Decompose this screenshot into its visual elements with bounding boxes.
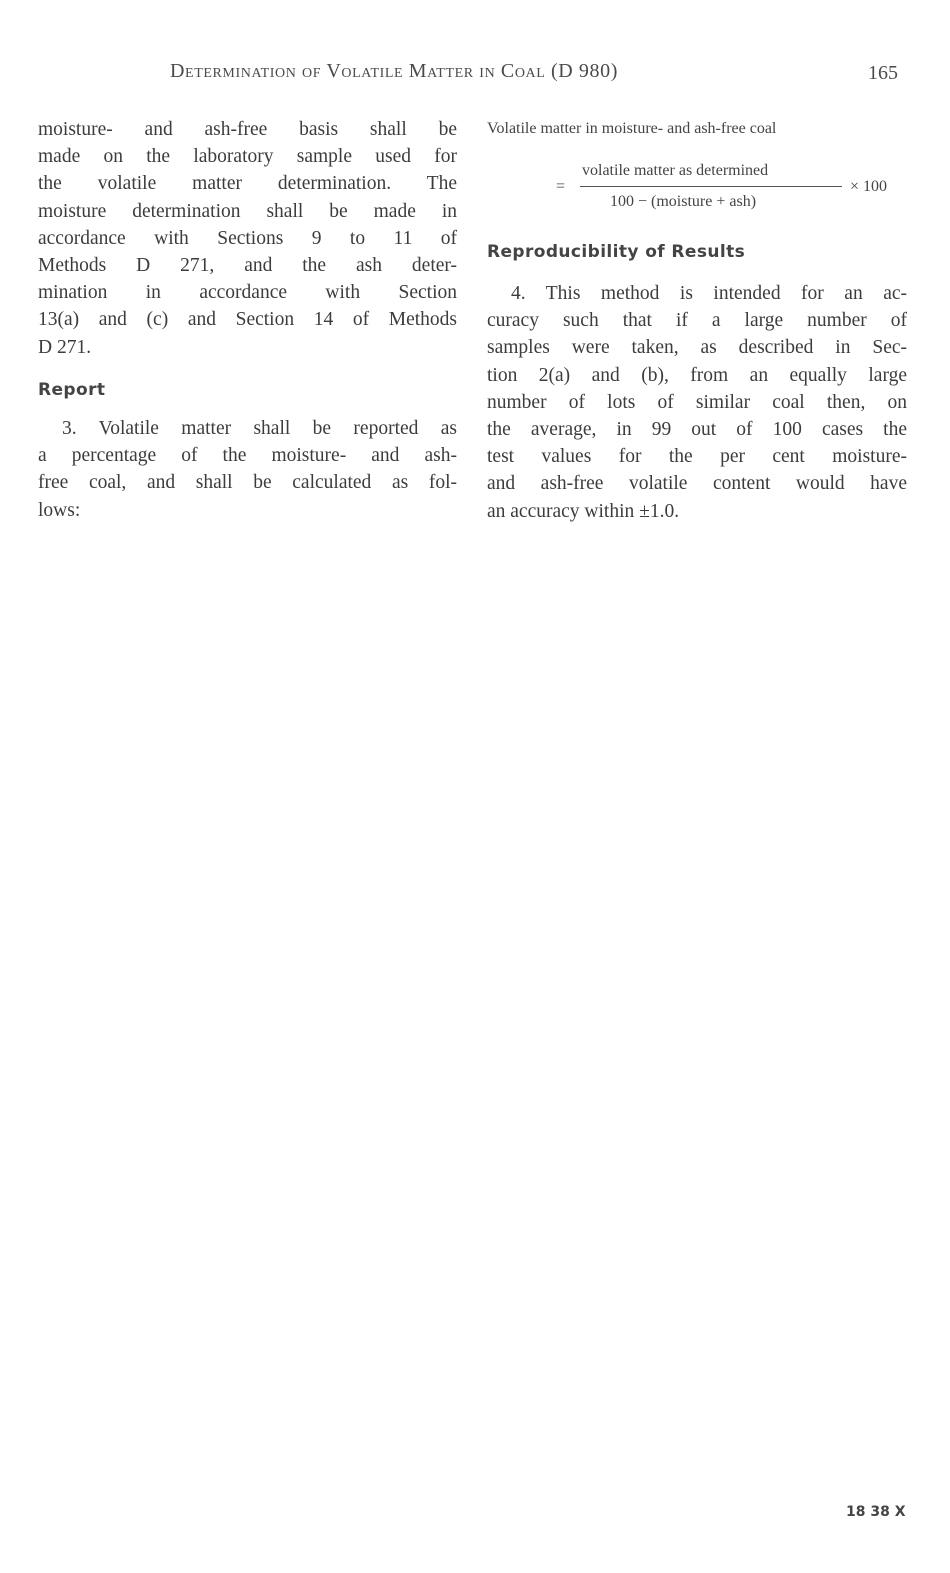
- formula-label: Volatile matter in moisture- and ash-free coal: [487, 120, 777, 137]
- left-column-paragraph-2: [38, 415, 457, 524]
- text-line: 13(a) and (c) and Section 14 of Methods: [38, 309, 457, 331]
- page-number: 165: [868, 62, 898, 84]
- text-line: the volatile matter determination. The: [38, 173, 457, 195]
- text-line: and ash-free volatile content would have: [487, 473, 907, 495]
- text-line: test values for the per cent moisture-: [487, 446, 907, 468]
- formula-multiplier: × 100: [850, 178, 888, 195]
- text-line: D 271.: [38, 336, 92, 358]
- formula-equals: =: [556, 178, 566, 195]
- text-line: the average, in 99 out of 100 cases the: [487, 419, 907, 441]
- text-line: a percentage of the moisture- and ash-: [38, 445, 457, 467]
- text-line: tion 2(a) and (b), from an equally large: [487, 364, 907, 386]
- report-heading: Report: [38, 380, 106, 400]
- formula-denominator: 100 − (moisture + ash): [610, 193, 757, 210]
- left-column-paragraph-1: [38, 116, 457, 361]
- text-line: free coal, and shall be calculated as fol-: [38, 472, 457, 494]
- right-column-paragraph-3: [487, 280, 907, 525]
- text-line: number of lots of similar coal then, on: [487, 391, 907, 413]
- fraction-bar: [580, 186, 842, 187]
- text-line: accordance with Sections 9 to 11 of: [38, 227, 457, 249]
- text-line: Methods D 271, and the ash deter-: [38, 255, 457, 277]
- text-line: samples were taken, as described in Sec-: [487, 337, 907, 359]
- volatile-matter-formula: [556, 160, 916, 220]
- text-line: moisture determination shall be made in: [38, 200, 457, 222]
- formula-numerator: volatile matter as determined: [582, 162, 769, 179]
- text-line: mination in accordance with Section: [38, 282, 457, 304]
- print-code: 18 38 X: [846, 1504, 906, 1520]
- text-line: 3. Volatile matter shall be reported as: [62, 418, 457, 439]
- text-line: 4. This method is intended for an ac-: [511, 283, 907, 304]
- reproducibility-heading: Reproducibility of Results: [487, 242, 746, 262]
- text-line: moisture- and ash-free basis shall be: [38, 119, 457, 140]
- running-title: Determination of Volatile Matter in Coal (D 980): [170, 60, 618, 82]
- text-line: made on the laboratory sample used for: [38, 146, 457, 168]
- text-line: curacy such that if a large number of: [487, 310, 907, 332]
- text-line: an accuracy within ±1.0.: [487, 500, 680, 522]
- text-line: lows:: [38, 499, 81, 521]
